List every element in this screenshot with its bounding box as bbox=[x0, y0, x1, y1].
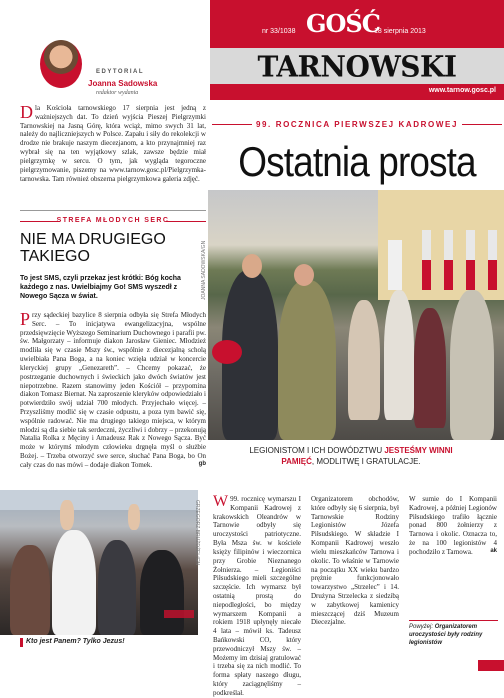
ceremony-photo-caption bbox=[246, 446, 456, 468]
site-url[interactable]: www.tarnow.gosc.pl bbox=[428, 87, 496, 94]
strefa-text: rzy sądeckiej bazylice 8 sierpnia odbyła się Strefa Młodych Serc. – To inicjatywa ewangelizacyjna, wspólne przedsięwzięcie Wyższego Seminarium Duchownego i parafii pw. św. Małgorzaty – informuje diakon Jarosław Gieniec. Młodzież modliła się w czasie Mszy św., wspólnie z diecezjalną scholą uwielbiała Pana Boga, a na koniec wzięła udział w koncercie kleryckiej grupy „Genezareth”. – Chcemy pokazać, że postrzeganie duchownych i świeckich jako dwóch światów jest niepotrzebne. Razem stanowimy jeden Kościół – przypomina diakon Tomasz Biernat. Na zaproszenie kleryków odpowiedziało i potwierdziło swój udział 700 młodych. Przyjechało więcej. – Przyszliśmy modlić się w czasie odpustu, a poza tym bawić się, wspólnie radować. Nie ma drugiego takiego miejsca, w którym młodzi są dla siebie tak serdeczni, życzliwi i dobrzy – przekonują Natalia Rolka z Męciny i Amadeusz Rak z Nowego Sącza. Być może w którymś młodym człowieku drgnęła myśl o służbie Bożej. – Trzeba otworzyć swe serce, słuchać Pana Boga, bo On cały czas do nas mówi – dodaje diakon Tomek. bbox=[20, 311, 206, 469]
column-text: 99. rocznicę wymarszu I Kompanii Kadrowej z krakowskich Oleandrów w Tarnowie odbyły się uroczystości patriotyczne. Była Msza św. w kościele księży filipinów i wieczornica przy Grobie Nieznanego Żołnierza. – Legioniści Piłsudskiego mieli szczególne szczęście. Ich wymarsz był ostatnią prostą do niepodległości, bo między wymarszem Kompanii a rokiem 1918 upłynęły niecałe 4 lata – mówił ks. Tadeusz Bańkowski CO, który przewodniczył Mszy św. – Możemy im dzisiaj gratulować i trzeba się za nich modlić. To forma spłaty naszego długu, który zaciągnęliśmy – podkreślał. bbox=[213, 495, 301, 697]
caption-post: , MODLITWĘ I GRATULACJE. bbox=[311, 456, 421, 466]
gosc-logo: GOŚĆ bbox=[306, 9, 380, 38]
photo-credit-main: JOANNA SADOWSKA/GN bbox=[201, 240, 207, 300]
section-title: TARNOWSKI bbox=[257, 49, 457, 84]
editor-avatar bbox=[40, 40, 82, 88]
raised-hand bbox=[60, 500, 74, 530]
photo-note-text: Organizatorem uroczystości były rodziny legionistów bbox=[409, 624, 483, 646]
flag-red bbox=[488, 260, 497, 290]
window bbox=[388, 240, 402, 290]
youth-photo bbox=[0, 490, 198, 635]
editorial-label: EDYTORIAL bbox=[96, 69, 145, 75]
article-headline: Ostatnia prosta bbox=[238, 138, 476, 185]
strefa-kicker: STREFA MŁODYCH SERC bbox=[56, 217, 170, 224]
article-kicker: 99. ROCZNICA PIERWSZEJ KADROWEJ bbox=[255, 120, 459, 129]
article-column-1 bbox=[213, 495, 301, 698]
caption-pre: LEGIONISTOM I ICH DOWÓDZTWU bbox=[249, 446, 385, 455]
strefa-body bbox=[20, 311, 206, 470]
editorial-text bbox=[20, 104, 206, 183]
woman-in-uniform bbox=[278, 280, 336, 440]
strefa-lead: To jest SMS, czyli przekaz jest krótki: Bóg kocha każdego z nas. Uwielbiajmy Go! SMS wyszedł z Nowego Sącza w świat. bbox=[20, 275, 181, 300]
strefa-headline: NIE MA DRUGIEGO TAKIEGO bbox=[20, 231, 166, 265]
editor-name: Joanna Sadowska bbox=[88, 79, 158, 88]
article-column-3 bbox=[409, 495, 497, 557]
photo-note bbox=[409, 624, 498, 647]
flag-red bbox=[444, 260, 453, 290]
article-signature: ak bbox=[490, 547, 497, 554]
caption-marker bbox=[20, 638, 23, 647]
box-rule bbox=[409, 620, 498, 621]
strefa-signature: gb bbox=[198, 460, 206, 467]
article-column-2: Organizatorem obchodów, które odbyły się 6 sierpnia, był Tarnowskie Rodziny Legionistów Józefa Piłsudskiego. W składzie I Kompanii Kadrowej weszło wielu mieszkańców Tarnowa i okolic. To właśnie w Tarnowie na początku XX wieku bardzo prężnie funkcjonowało towarzystwo „Strzelec” i 14. Drużyna Strzelecka z siedzibą w zabytkowej kamienicy mieszczącej dziś Muzeum Diecezjalne. bbox=[311, 495, 399, 627]
publication-date: 18 sierpnia 2013 bbox=[374, 28, 426, 35]
raised-hand bbox=[128, 504, 140, 530]
editor-role: redaktor wydania bbox=[96, 90, 139, 96]
photo-credit-left: GRZEGORZ BRUŻDŻEL/GN bbox=[194, 500, 200, 566]
divider bbox=[20, 210, 206, 211]
ceremony-photo bbox=[208, 190, 504, 440]
column-text: W sumie do I Kompanii Kadrowej, a później Legionów Piłsudskiego trafiło łącznie ponad 800 żołnierzy z Tarnowa i okolic. Oznacza to, że na 100 legionistów 4 pochodziło z Tarnowa. bbox=[409, 495, 497, 556]
strefa-dropcap: P bbox=[20, 309, 31, 329]
page-corner-bar bbox=[478, 660, 504, 671]
issue-number: nr 33/1038 bbox=[262, 28, 296, 35]
photo-note-prefix: Powyżej: bbox=[409, 624, 435, 630]
caption-bold: JESTEŚMY WINNI PAMIĘĆ bbox=[281, 446, 453, 466]
flower-bouquet bbox=[212, 340, 242, 364]
flag-red bbox=[422, 260, 431, 290]
editorial-dropcap: D bbox=[20, 102, 33, 122]
youth-photo-caption: Kto jest Panem? Tylko Jezus! bbox=[26, 638, 125, 645]
editorial-body: la Kościoła tarnowskiego 17 sierpnia jest jedną z ważniejszych dat. To dzień wyjścia Pieszej Pielgrzymki Tarnowskiej na Jasną Górę, która wciąż, mimo swych 31 lat, należy do najliczniejszych w Polsce. Zapału i siły do rekolekcji w drodze nie brakuje naszym diecezjanom, a kto przynajmniej raz wybrał się na ten wyjątkowy szlak, zawsze będzie miał pielgrzymkę w sercu. O tym, jak wygląda tegoroczne pielgrzymowanie, piszemy na www.tarnow.gosc.pl/Pielgrzymka-tarnowska. Tam również obszerna pielgrzymkowa galeria zdjęć. bbox=[20, 104, 206, 183]
article-dropcap: W bbox=[213, 493, 229, 510]
flag-red bbox=[466, 260, 475, 290]
